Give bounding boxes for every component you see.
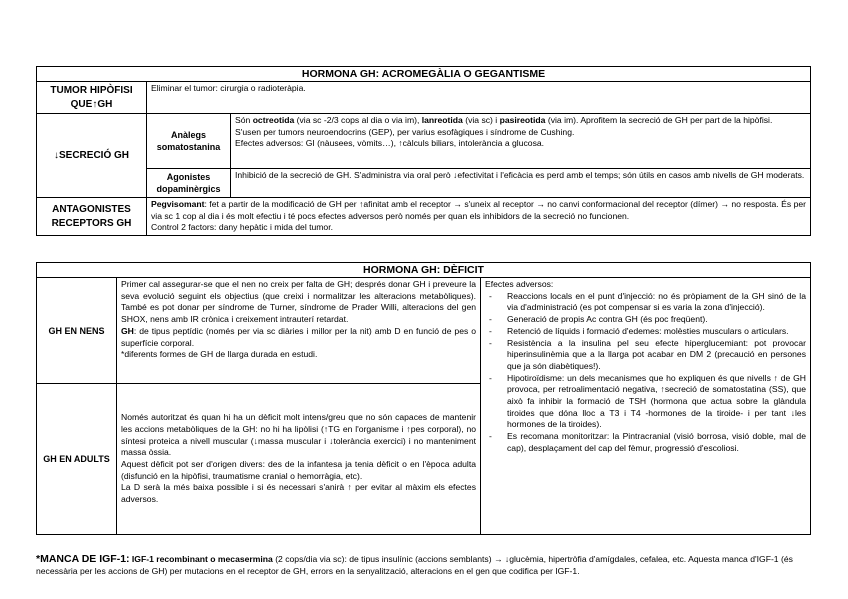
antagonistes-label: ANTAGONISTES RECEPTORS GH [37,198,147,236]
list-item: - Retenció de líquids i formació d'edemes: molèsties musculars o articulars. [485,326,806,338]
nens-text: Primer cal assegurar-se que el nen no creix per falta de GH; després donar GH i preveure la seva evolució seguint els objectius (que creixi i normalitzar les alteracions metabòliques). També es pot donar per síndrome de Turner, síndrome de Prader Willi, alteracions del gen SHOX, nens amb IR crònica i creixement intrauterí retardat. GH: de tipus peptídic (només per via sc diàries i millor per la nit) amb D en funció de pes o superfície corporal. *diferents formes de GH de llarga durada en estudi. [117,278,481,384]
analegs-text: Són octreotida (via sc -2/3 cops al dia o via im), lanreotida (via sc) i pasireotida (via im). Aprofitem la secreció de GH per part de la hipòfisi. S'usen per tumors neuroendocrins (GEP), per varius esofàgiques i síndrome de Cushing. Efectes adversos: GI (nàusees, vòmits…), ↑càlculs biliars, intolerància a glucosa. [231,114,811,169]
antagonistes-text: Pegvisomant: fet a partir de la modificació de GH per ↑afinitat amb el receptor → s'uneix al receptor → no canvi conformacional del receptor (dímer) → no resposta. És per via sc 1 cop al dia i és molt efectiu i té pocs efectes adversos però només per quan els inhibidors de la secreció no funcionen. Control 2 factors: dany hepàtic i mida del tumor. [147,198,811,236]
lanreotida-term: lanreotida [421,115,463,125]
tumor-label: TUMOR HIPÒFISI QUE↑GH [37,82,147,114]
analegs-usos: S'usen per tumors neuroendocrins (GEP), per varius esofàgiques i síndrome de Cushing. [235,126,575,137]
octreotida-term: octreotida [252,115,295,125]
acromegalia-table [36,66,811,236]
agonistes-text: Inhibició de la secreció de GH. S'administra via oral però ↓efectivitat i l'eficàcia es perd amb el temps; són útils en casos amb nivells de GH moderats. [231,169,811,198]
agonistes-label: Agonistes dopaminèrgics [147,169,231,198]
list-item: - Reaccions locals en el punt d'injecció: no és pròpiament de la GH sinó de la via d'administració (es pot compensar si es varia la zona d'injecció). [485,291,806,314]
efectes-adversos [481,278,811,535]
tumor-text: Eliminar el tumor: cirurgia o radioteràpia. [147,82,811,114]
deficit-table [36,262,811,535]
secrecio-label: ↓SECRECIÓ GH [37,114,147,198]
analegs-label: Anàlegs somatostanina [147,114,231,169]
efectes-heading: Efectes adversos: [485,279,554,289]
igf1-note [36,553,811,577]
nens-label: GH EN NENS [37,278,117,384]
list-item: - Es recomana monitoritzar: la Pintracranial (visió borrosa, visió doble, mal de cap), desplaçament del cap del fèmur, progressió d'escoliosi. [485,431,806,454]
list-item: - Generació de propis Ac contra GH (és poc freqüent). [485,314,806,326]
pegvisomant-term: Pegvisomant [151,199,205,209]
deficit-title: HORMONA GH: DÈFICIT [37,263,811,278]
adults-text: Només autoritzat és quan hi ha un dèficit molt intens/greu que no són capaces de mantenir les accions metabòliques de la GH: no hi ha lipòlisi (↑TG en l'organisme i ↑pes corporal), no síntesi proteica a nivell muscular (↓massa muscular i ↓tolerància exercici) i no manteniment massa òssia. Aquest dèficit pot ser d'origen divers: des de la infantesa ja tenia dèficit o en l'època adulta (disfunció en la hipòfisi, traumatisme cranial o hemorràgia, etc). La D serà la més baixa possible i si és necessari s'anirà ↑ per evitar al màxim els efectes adversos. [117,384,481,535]
igf1-text: (2 cops/dia via sc): de tipus insulínic (accions semblants) → ↓glucèmia, hipertròfia d'amígdales, cefalea, etc. Aquesta manca d'IGF-1 (és necessària per les accions de GH) per mutacions en el receptor de GH, errors en la senyalització, alteracions en el gen que codifica per IGF-1. [36,554,793,576]
igf1-bold: IGF-1 recombinant o mecasermina [129,554,273,564]
analegs-efectes: Efectes adversos: GI (nàusees, vòmits…), ↑càlculs biliars, intolerància a glucosa. [235,138,545,149]
igf1-title: *MANCA DE IGF-1: [36,553,130,565]
list-item: - Hipotiroïdisme: un dels mecanismes que ho expliquen és que nivells ↑ de GH provoca, per retroalimentació negativa, ↑secreció de somatostatina (SS), que això fa inhibir la formació de TSH (hormona que actua sobre la glàndula tiroides que dóna lloc a T3 i T4 -hormones de la tiroide- i per tant ↓les hormones de la tiroides). [485,373,806,432]
adults-label: GH EN ADULTS [37,384,117,535]
pasireotida-term: pasireotida [499,115,546,125]
list-item: - Resistència a la insulina pel seu efecte hiperglucemiant: pot provocar hiperinsulinèmia que a la llarga pot acabar en DM 2 (precaució en persones que ja són diabètiques!). [485,338,806,373]
acromegalia-title: HORMONA GH: ACROMEGÀLIA O GEGANTISME [37,67,811,82]
